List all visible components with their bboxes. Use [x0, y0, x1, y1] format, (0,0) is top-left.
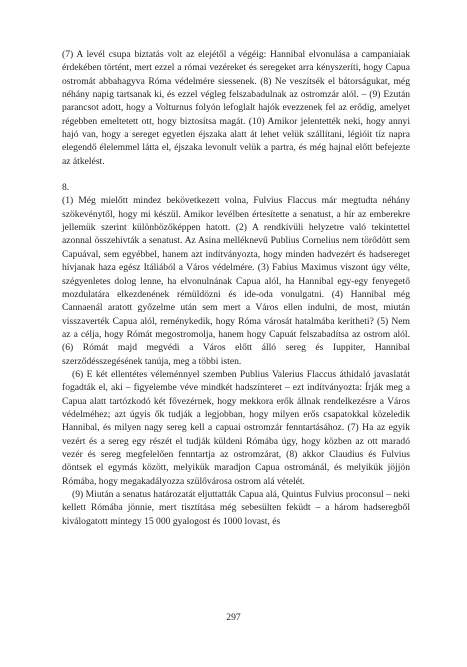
paragraph-continuation: (7) A levél csupa biztatás volt az elejétől a végéig: Hannibal elvonulása a campaniaiak érdekében történt, mert ezzel a római vezéreket és seregeket arra kényszeríti, hogy Capua ostromát abbahagyva Róma védelmére siessenek. (8) Ne veszítsék el bátorságukat, még néhány napig tartsanak ki, és ezzel végleg felszabadulnak az ostromzár alól. – (9) Ezután parancsot adott, hogy a Volturnus folyón lefoglalt hajók evezzenek fel az erődig, amelyet régebben emeltetett ott, hogy biztosítsa magát. (10) Amikor jelentették neki, hogy annyi hajó van, hogy a sereget egyetlen éjszaka alatt át lehet velük szállítani, légióit tíz napra elegendő élelemmel látta el, éjszaka levonult velük a partra, és még hajnal előtt befejezte az átkelést. [62, 49, 410, 167]
page-number: 297 [226, 612, 241, 623]
section-number: 8. [62, 182, 70, 194]
paragraph: (9) Miután a senatus határozatát eljuttatták Capua alá, Quintus Fulvius proconsul – neki kellett Rómába jönnie, mert tisztítása még sebesülten feküdt – a három hadseregből kiválogatott mintegy 15 000 gyalogost és 1000 lovast, és [62, 489, 410, 527]
body-text [62, 48, 410, 528]
paragraph: (1) Még mielőtt mindez bekövetkezett volna, Fulvius Flaccus már megtudta néhány szökevénytől, hogy mi készül. Amikor levélben értesítette a senatust, a hír az emberekre jellemük szerint különbözőképpen hatott. (2) A rendkívüli helyzetre való tekintettel azonnal összehívták a senatust. Az Asina melléknevű Publius Cornelius nem törődött sem Capuával, sem egyébbel, hanem azt indítványozta, hogy minden hadvezért és hadsereget hívjanak haza egész Itáliából a Város védelmére. (3) Fabius Maximus viszont úgy vélte, szégyenletes dolog lenne, ha elvonulnának Capua alól, ha Hannibal egy-egy fenyegető mozdulatára elkezdenének rémüldözni és ide-oda vonulgatni. (4) Hannibal még Cannaenál aratott győzelme után sem mert a Város ellen indulni, de most, miután visszaverték Capua alól, reménykedik, hogy Róma városát hatalmába kerítheti? (5) Nem az a célja, hogy Rómát megostromolja, hanem hogy Capuát felszabadítsa az ostrom alól. (6) Rómát majd megvédi a Város előtt álló sereg és Iuppiter, Hannibal szerződésszegésének tanúja, meg a többi isten. [62, 195, 410, 367]
paragraph: (6) E két ellentétes véleménnyel szemben Publius Valerius Flaccus áthidaló javaslatát fogadták el, aki – figyelembe véve mindkét hadszínteret – ezt indítványozta: Írják meg a Capua alatt tartózkodó két fővezérnek, hogy mekkora erők állnak rendelkezésre a Város védelméhez; azt úgyis ők tudják a legjobban, hogy milyen erős csapatokkal közeledik Hannibal, és milyen nagy sereg kell a capuai ostromzár fenntartásához. (7) Ha az egyik vezért és a sereg egy részét el tudják küldeni Rómába úgy, hogy közben az ott maradó vezér és sereg megfelelően fenntartja az ostromzárat, (8) akkor Claudius és Fulvius döntsek el egymás között, melyikük maradjon Capua ostrománál, és melyikük jöjjön Rómába, hogy megakadályozza szülővárosa ostrom alá vételét. [62, 368, 410, 487]
